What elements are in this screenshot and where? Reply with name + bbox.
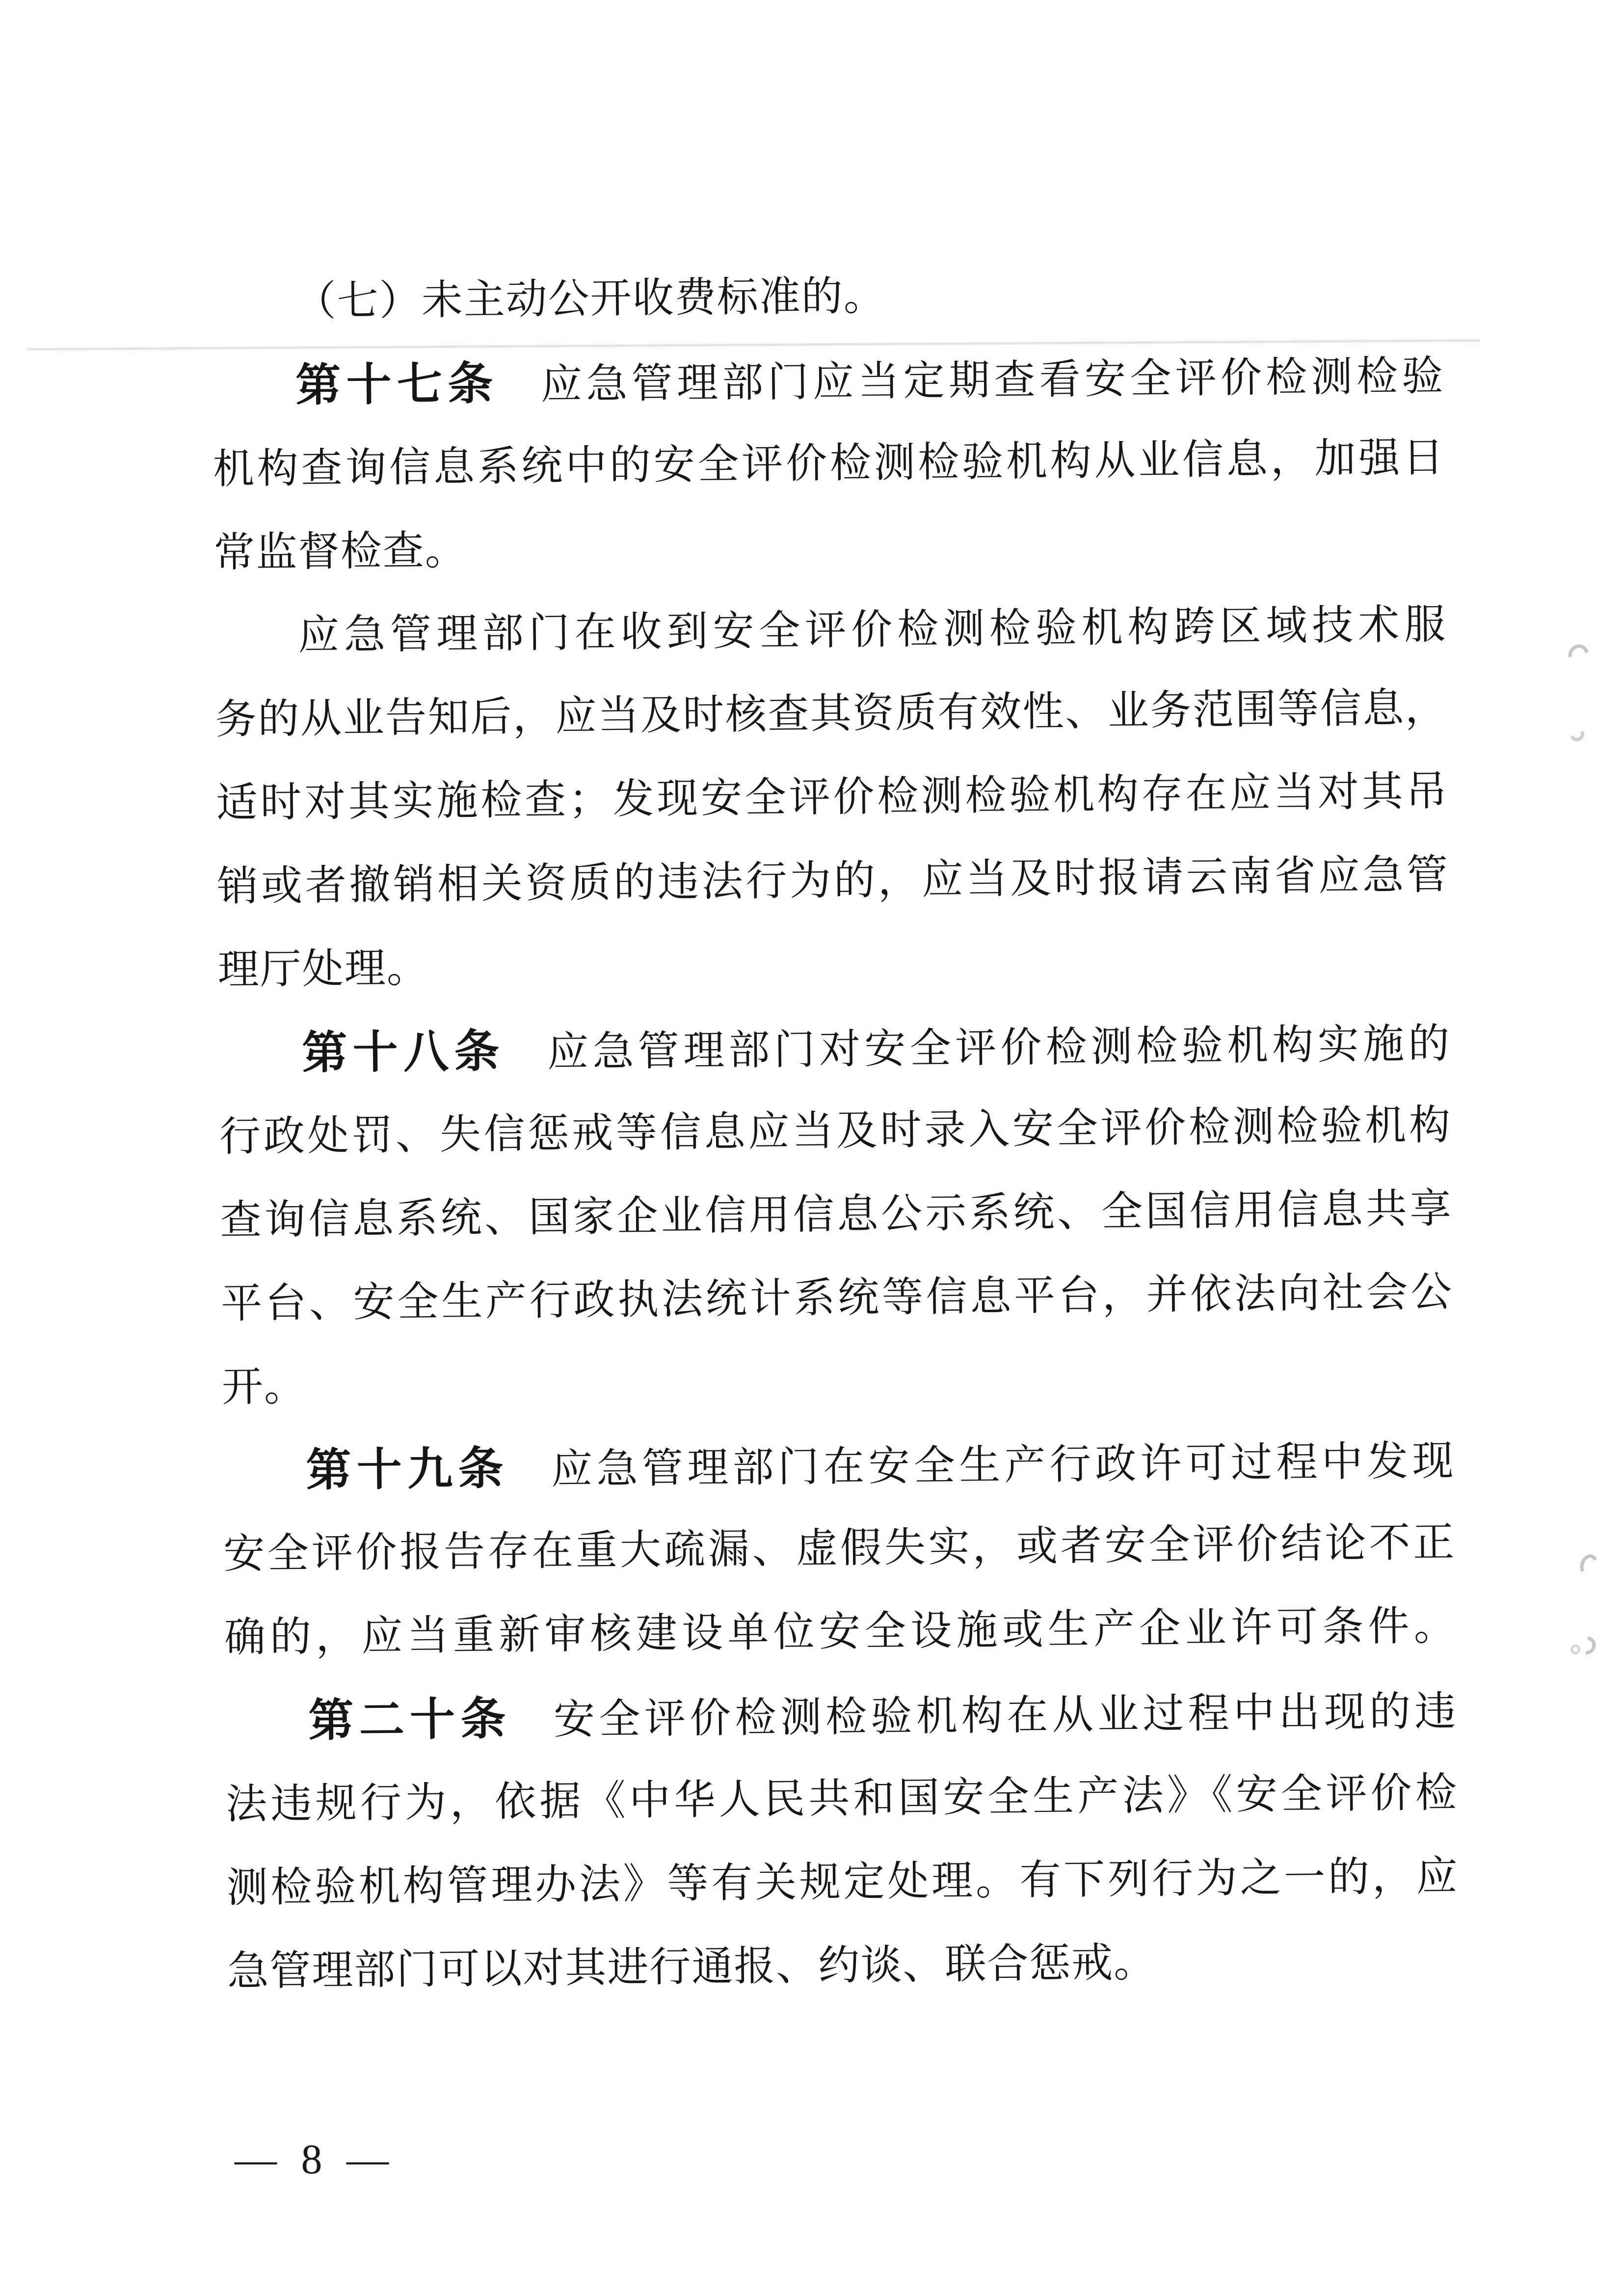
text-line [224, 1585, 1457, 1680]
line-text: 安全评价检测检验机构在从业过程中出现的违 [550, 1688, 1457, 1743]
text-line [217, 917, 1450, 1012]
text-line [226, 1835, 1459, 1930]
line-text: 销或者撤销相关资质的违法行为的，应当及时报请云南省应急管 [216, 852, 1449, 910]
article-number-gap [505, 1066, 544, 1067]
text-line [214, 583, 1447, 678]
line-text: 务的从业告知后，应当及时核查其资质有效性、业务范围等信息， [215, 685, 1448, 743]
text-line [225, 1752, 1458, 1847]
line-text: 应急管理部门应当定期查看安全评价检测检验 [537, 353, 1444, 408]
article-number: 第十八条 [301, 1026, 506, 1079]
text-line [225, 1668, 1458, 1763]
text-line [227, 1918, 1460, 2014]
scan-smudge-artifact [1568, 725, 1586, 743]
line-text: 行政处罚、失信惩戒等信息应当及时录入安全评价检测检验机构 [219, 1102, 1452, 1161]
document-body [211, 249, 1460, 2014]
text-line [219, 1084, 1452, 1179]
article-number: 第二十条 [308, 1694, 512, 1746]
line-text: 确的，应当重新审核建设单位安全设施或生产企业许可条件。 [224, 1603, 1457, 1661]
line-text: 机构查询信息系统中的安全评价检测检验机构从业信息，加强日 [213, 435, 1445, 493]
line-text: 常监督检查。 [213, 528, 468, 576]
text-line [213, 500, 1446, 595]
text-line [211, 249, 1444, 345]
page-number: — 8 — [235, 2135, 393, 2183]
text-line [220, 1167, 1453, 1263]
line-text: 平台、安全生产行政执法统计系统等信息平台，并依法向社会公 [220, 1269, 1453, 1327]
text-line [221, 1334, 1454, 1430]
line-text: 查询信息系统、国家企业信用信息公示系统、全国信用信息共享 [220, 1186, 1453, 1244]
text-line [218, 1000, 1451, 1096]
article-number: 第十七条 [295, 358, 499, 411]
text-line [215, 667, 1448, 762]
line-text: 应急管理部门在收到安全评价检测检验机构跨区域技术服 [297, 602, 1447, 659]
line-text: 适时对其实施检查；发现安全评价检测检验机构存在应当对其吊 [216, 768, 1448, 827]
text-line [221, 1251, 1454, 1346]
line-text: 安全评价报告存在重大疏漏、虚假失实，或者安全评价结论不正 [223, 1519, 1456, 1578]
scan-smudge-artifact [1564, 641, 1593, 670]
article-number: 第十九条 [306, 1443, 509, 1496]
line-text: 开。 [221, 1364, 307, 1411]
line-text: 理厅处理。 [217, 945, 429, 994]
scan-smudge-artifact [1578, 1552, 1601, 1579]
line-text: 法违规行为，依据《中华人民共和国安全生产法》《安全评价检 [225, 1770, 1458, 1828]
line-text: 测检验机构管理办法》等有关规定处理。有下列行为之一的，应 [226, 1853, 1459, 1911]
line-text: 急管理部门可以对其进行通报、约谈、联合惩戒。 [227, 1940, 1156, 1995]
text-line [216, 834, 1449, 929]
scan-smudge-artifact [1570, 1645, 1580, 1654]
text-line [223, 1501, 1456, 1596]
text-line [213, 416, 1445, 512]
line-text: 应急管理部门对安全评价检测检验机构实施的 [544, 1021, 1451, 1076]
text-line [216, 750, 1449, 845]
text-line [212, 333, 1445, 428]
line-text: （七）未主动公开收费标准的。 [294, 273, 886, 325]
text-line [222, 1418, 1455, 1513]
line-text: 应急管理部门在安全生产行政许可过程中发现 [548, 1438, 1455, 1493]
